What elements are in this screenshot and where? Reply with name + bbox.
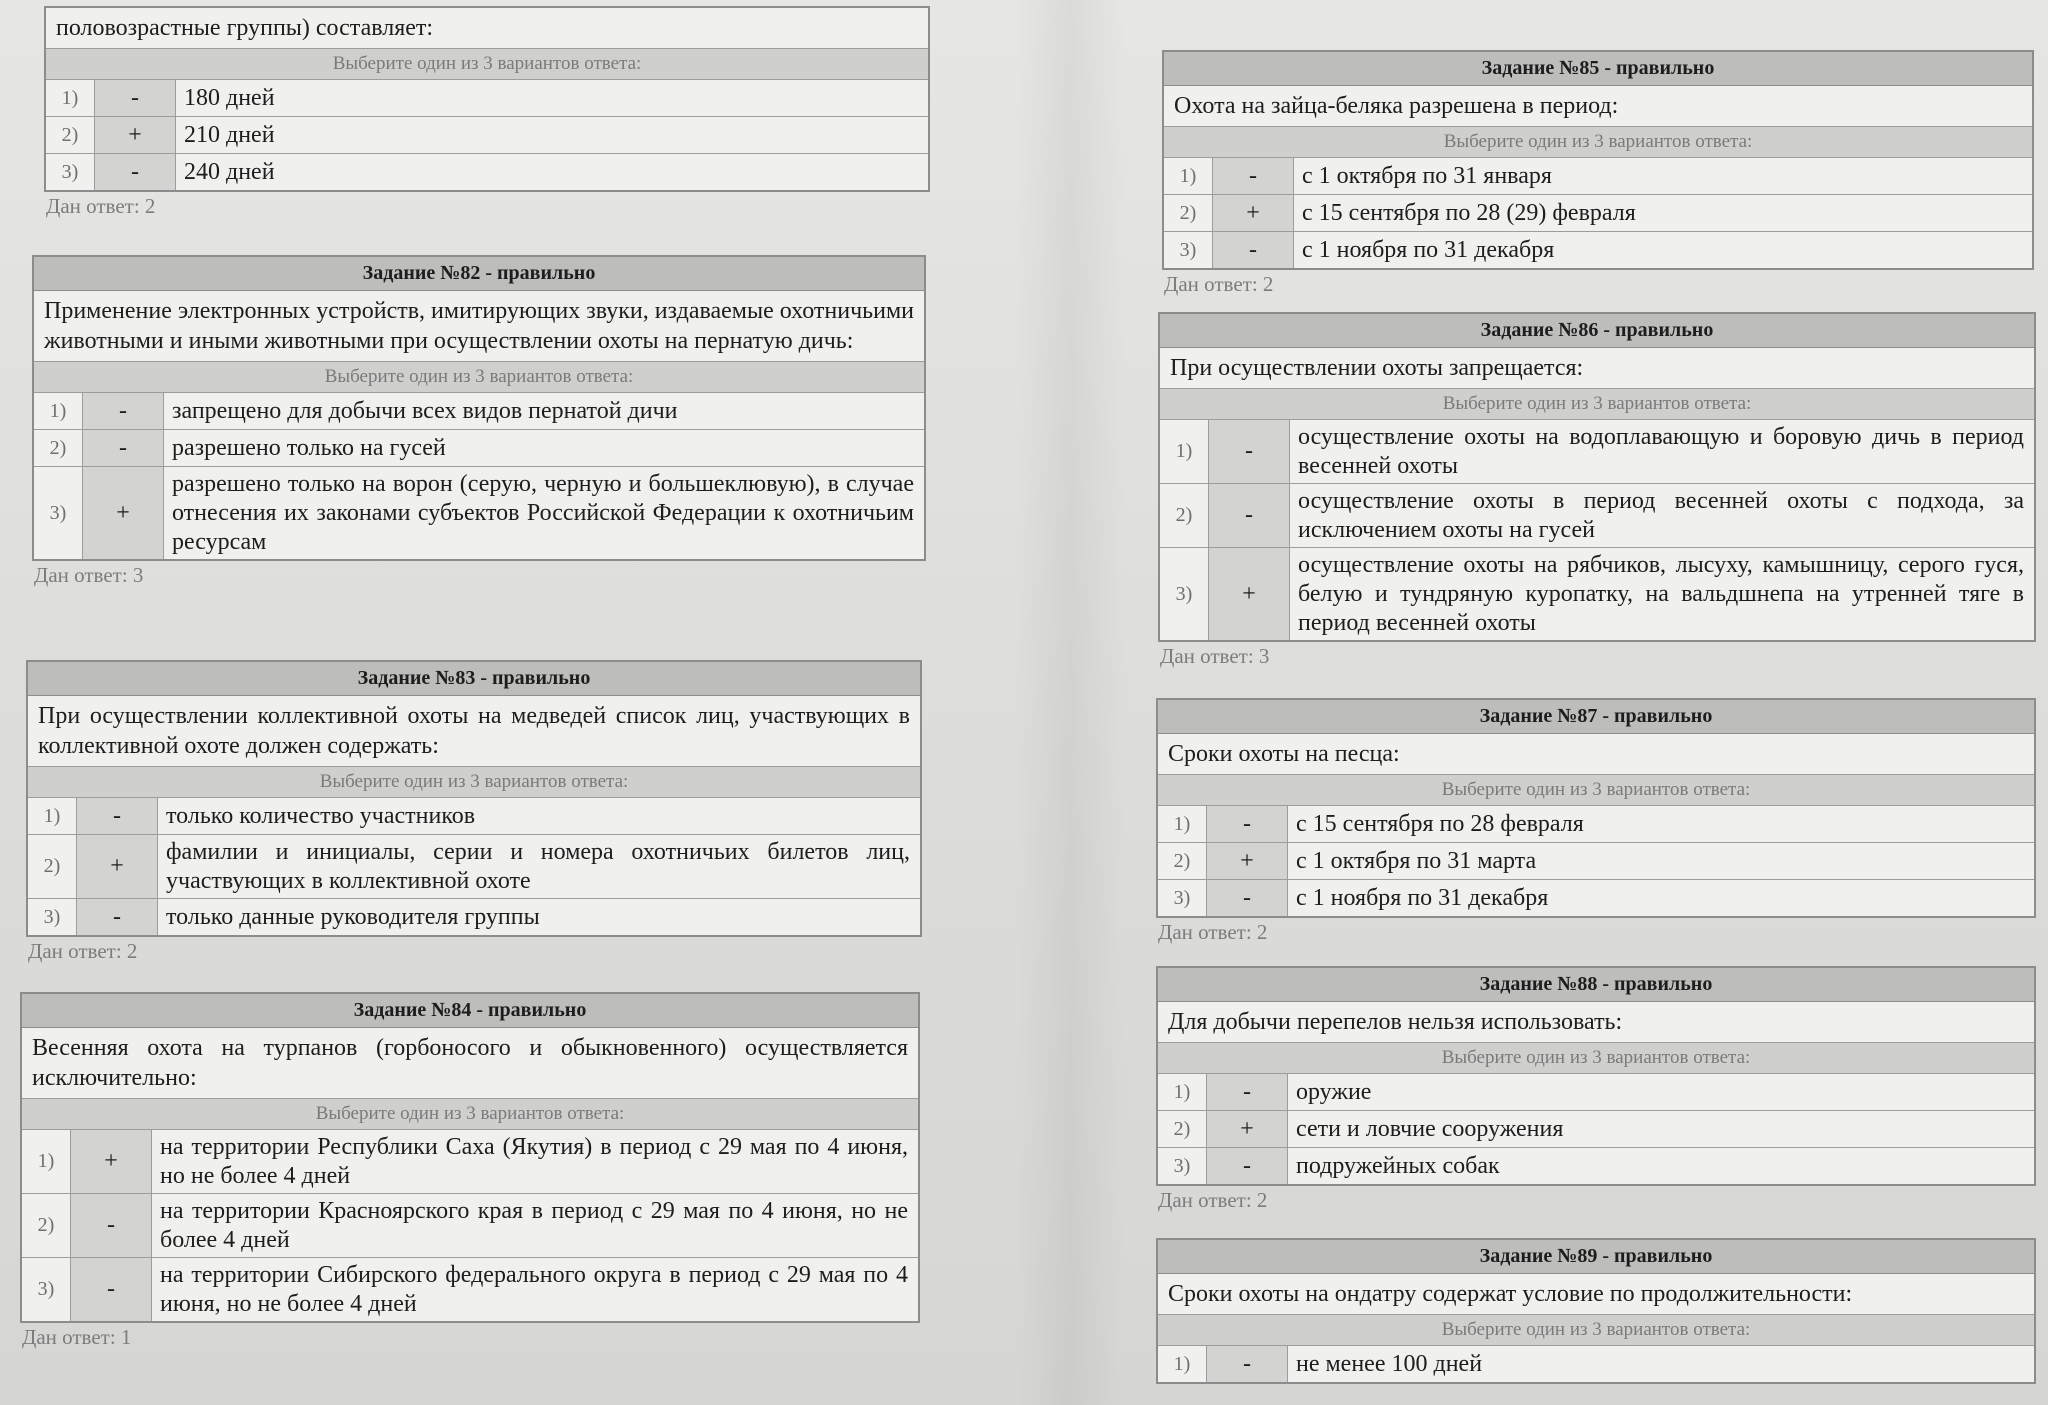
option-text: на территории Республики Саха (Якутия) в период с 29 мая по 4 июня, но не более 4 дней (160, 1134, 908, 1189)
answer-option-1[interactable] (1158, 1345, 2034, 1382)
option-text: разрешено только на ворон (серую, черную и большеклювую), в случае отнесения их законами субъектов Российской Федерации к охотничьим ресурсам (172, 471, 914, 555)
option-mark: + (77, 835, 158, 898)
task-card (1156, 966, 2036, 1186)
answer-option-1[interactable] (1164, 157, 2032, 194)
option-mark: - (1207, 806, 1288, 842)
choose-hint: Выберите один из 3 вариантов ответа: (34, 361, 924, 392)
answer-option-2[interactable] (46, 116, 928, 153)
option-mark: - (1213, 158, 1294, 194)
option-text: только количество участников (166, 803, 476, 829)
given-answer: Дан ответ: 2 (28, 939, 138, 963)
option-number: 3) (34, 467, 83, 559)
choose-hint: Выберите один из 3 вариантов ответа: (1158, 1042, 2034, 1073)
answer-option-2[interactable] (1158, 1110, 2034, 1147)
task-header: Задание №83 - правильно (28, 662, 920, 696)
task-header: Задание №89 - правильно (1158, 1240, 2034, 1274)
task-question: При осуществлении коллективной охоты на медведей список лиц, участвующих в коллективной охоте должен содержать: (38, 703, 910, 759)
task-header: Задание №87 - правильно (1158, 700, 2034, 734)
task-question: половозрастные группы) составляет: (56, 15, 434, 41)
option-mark: + (83, 467, 164, 559)
option-number: 1) (46, 80, 95, 116)
answer-option-2[interactable] (1158, 842, 2034, 879)
choose-hint: Выберите один из 3 вариантов ответа: (1158, 774, 2034, 805)
task-card (1156, 1238, 2036, 1384)
option-text: осуществление охоты в период весенней охоты с подхода, за исключением охоты на гусей (1298, 488, 2024, 543)
option-mark: - (1207, 1074, 1288, 1110)
option-number: 2) (1164, 195, 1213, 231)
answer-option-2[interactable] (28, 834, 920, 898)
option-number: 2) (1158, 843, 1207, 879)
option-text: на территории Сибирского федерального округа в период с 29 мая по 4 июня, но не более 4 дней (160, 1262, 908, 1317)
option-number: 2) (22, 1194, 71, 1257)
option-number: 3) (22, 1258, 71, 1321)
option-number: 1) (1158, 806, 1207, 842)
given-answer: Дан ответ: 3 (1160, 644, 1270, 668)
option-number: 1) (1158, 1074, 1207, 1110)
task-card (1162, 50, 2034, 270)
option-mark: + (1207, 843, 1288, 879)
answer-option-2[interactable] (1160, 483, 2034, 547)
answer-option-3[interactable] (28, 898, 920, 935)
option-mark: - (71, 1258, 152, 1321)
option-text: с 1 октября по 31 марта (1296, 848, 1537, 874)
answer-option-1[interactable] (1158, 805, 2034, 842)
task-question: Охота на зайца-беляка разрешена в период: (1174, 93, 1619, 119)
task-header: Задание №82 - правильно (34, 257, 924, 291)
option-mark: - (1207, 1346, 1288, 1382)
option-mark: - (1207, 880, 1288, 916)
option-mark: + (71, 1130, 152, 1193)
choose-hint: Выберите один из 3 вариантов ответа: (28, 766, 920, 797)
option-mark: - (95, 80, 176, 116)
answer-option-1[interactable] (46, 79, 928, 116)
option-number: 2) (46, 117, 95, 153)
option-text: только данные руководителя группы (166, 904, 540, 930)
option-text: подружейных собак (1296, 1153, 1500, 1179)
option-number: 3) (1164, 232, 1213, 268)
task-card (1158, 312, 2036, 642)
option-mark: - (83, 393, 164, 429)
given-answer: Дан ответ: 1 (22, 1325, 132, 1349)
option-number: 2) (1160, 484, 1209, 547)
answer-option-3[interactable] (1158, 1147, 2034, 1184)
given-answer: Дан ответ: 2 (1164, 272, 1274, 296)
answer-option-1[interactable] (34, 392, 924, 429)
choose-hint: Выберите один из 3 вариантов ответа: (1164, 126, 2032, 157)
option-number: 2) (28, 835, 77, 898)
page-fold-shadow (1015, 0, 1125, 1405)
option-text: запрещено для добычи всех видов пернатой дичи (172, 398, 678, 424)
option-text: 240 дней (184, 159, 275, 185)
option-mark: - (71, 1194, 152, 1257)
task-87 (1156, 698, 2036, 945)
task-82 (32, 255, 926, 588)
task-83 (26, 660, 922, 964)
choose-hint: Выберите один из 3 вариантов ответа: (1160, 388, 2034, 419)
option-mark: - (95, 154, 176, 190)
task-header: Задание №85 - правильно (1164, 52, 2032, 86)
choose-hint: Выберите один из 3 вариантов ответа: (22, 1098, 918, 1129)
answer-option-1[interactable] (1158, 1073, 2034, 1110)
option-number: 1) (34, 393, 83, 429)
task-card (32, 255, 926, 561)
option-text: осуществление охоты на рябчиков, лысуху, камышницу, серого гуся, белую и тундряную куропатку, на вальдшнепа на утренней тяге в период весенней охоты (1298, 552, 2024, 636)
given-answer: Дан ответ: 2 (1158, 920, 1268, 944)
option-text: 210 дней (184, 122, 275, 148)
option-mark: - (1207, 1148, 1288, 1184)
task-card (26, 660, 922, 937)
option-number: 3) (28, 899, 77, 935)
option-text: с 1 ноября по 31 декабря (1302, 237, 1555, 263)
option-number: 1) (1164, 158, 1213, 194)
given-answer: Дан ответ: 3 (34, 563, 144, 587)
task-card (44, 6, 930, 192)
task-header: Задание №88 - правильно (1158, 968, 2034, 1002)
option-text: фамилии и инициалы, серии и номера охотничьих билетов лиц, участвующих в коллективной охоте (166, 839, 910, 894)
option-number: 3) (1160, 548, 1209, 640)
given-answer: Дан ответ: 2 (1158, 1188, 1268, 1212)
task-question: Сроки охоты на песца: (1168, 741, 1400, 767)
option-number: 1) (28, 798, 77, 834)
option-number: 1) (1160, 420, 1209, 483)
answer-option-2[interactable] (34, 429, 924, 466)
answer-option-3[interactable] (1160, 547, 2034, 640)
task-86 (1158, 312, 2036, 669)
task-88 (1156, 966, 2036, 1213)
option-mark: - (1213, 232, 1294, 268)
option-text: не менее 100 дней (1296, 1351, 1483, 1377)
option-mark: - (77, 899, 158, 935)
task-header: Задание №86 - правильно (1160, 314, 2034, 348)
task-question: Весенняя охота на турпанов (горбоносого и обыкновенного) осуществляется исключительно: (32, 1035, 908, 1091)
option-text: 180 дней (184, 85, 275, 111)
task-question: Для добычи перепелов нельзя использовать: (1168, 1009, 1623, 1035)
task-81-continued (44, 6, 930, 219)
option-text: с 1 октября по 31 января (1302, 163, 1552, 189)
option-text: с 15 сентября по 28 февраля (1296, 811, 1584, 837)
option-number: 3) (1158, 880, 1207, 916)
option-number: 2) (1158, 1111, 1207, 1147)
option-text: осуществление охоты на водоплавающую и боровую дичь в период весенней охоты (1298, 424, 2024, 479)
task-question: Сроки охоты на ондатру содержат условие по продолжительности: (1168, 1281, 1853, 1307)
task-question: Применение электронных устройств, имитирующих звуки, издаваемые охотничьими животными и иными животными при осуществлении охоты на пернатую дичь: (44, 298, 914, 354)
answer-option-3[interactable] (34, 466, 924, 559)
answer-option-3[interactable] (1158, 879, 2034, 916)
option-text: оружие (1296, 1079, 1372, 1105)
option-mark: - (1209, 484, 1290, 547)
option-number: 3) (46, 154, 95, 190)
task-card (1156, 698, 2036, 918)
task-card (20, 992, 920, 1323)
option-mark: - (77, 798, 158, 834)
option-number: 2) (34, 430, 83, 466)
option-text: сети и ловчие сооружения (1296, 1116, 1564, 1142)
option-mark: + (95, 117, 176, 153)
option-mark: + (1209, 548, 1290, 640)
choose-hint: Выберите один из 3 вариантов ответа: (46, 48, 928, 79)
option-mark: - (1209, 420, 1290, 483)
option-mark: + (1207, 1111, 1288, 1147)
option-number: 3) (1158, 1148, 1207, 1184)
option-number: 1) (22, 1130, 71, 1193)
answer-option-1[interactable] (1160, 419, 2034, 483)
answer-option-3[interactable] (46, 153, 928, 190)
answer-option-2[interactable] (22, 1193, 918, 1257)
option-mark: + (1213, 195, 1294, 231)
task-84 (20, 992, 920, 1350)
given-answer: Дан ответ: 2 (46, 194, 156, 218)
task-header: Задание №84 - правильно (22, 994, 918, 1028)
option-text: с 15 сентября по 28 (29) февраля (1302, 200, 1636, 226)
option-mark: - (83, 430, 164, 466)
choose-hint: Выберите один из 3 вариантов ответа: (1158, 1314, 2034, 1345)
answer-option-2[interactable] (1164, 194, 2032, 231)
task-85 (1162, 50, 2034, 297)
answer-option-1[interactable] (22, 1129, 918, 1193)
answer-option-3[interactable] (1164, 231, 2032, 268)
task-89 (1156, 1238, 2036, 1384)
task-question: При осуществлении охоты запрещается: (1170, 355, 1584, 381)
option-text: с 1 ноября по 31 декабря (1296, 885, 1549, 911)
option-text: на территории Красноярского края в период с 29 мая по 4 июня, но не более 4 дней (160, 1198, 908, 1253)
option-number: 1) (1158, 1346, 1207, 1382)
answer-option-3[interactable] (22, 1257, 918, 1321)
option-text: разрешено только на гусей (172, 435, 446, 461)
answer-option-1[interactable] (28, 797, 920, 834)
